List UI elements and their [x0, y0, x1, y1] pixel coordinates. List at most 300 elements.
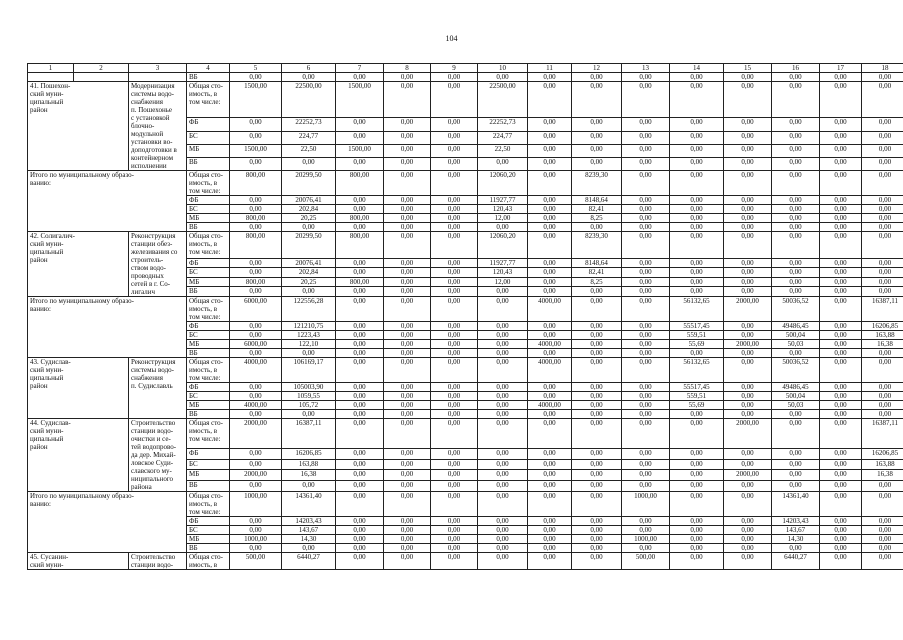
value-cell: 0,00	[384, 223, 431, 232]
value-cell: 0,00	[384, 448, 431, 459]
value-cell: 0,00	[862, 157, 903, 170]
value-cell: 0,00	[724, 481, 772, 492]
column-number: 4	[187, 64, 230, 73]
value-cell: 0,00	[820, 268, 862, 278]
value-cell: 0,00	[230, 258, 282, 268]
value-cell: 0,00	[862, 131, 903, 144]
value-cell: 0,00	[572, 410, 622, 419]
value-cell: 0,00	[670, 544, 724, 553]
value-cell: 0,00	[384, 205, 431, 214]
value-cell: 0,00	[820, 157, 862, 170]
value-cell: 0,00	[724, 553, 772, 570]
value-cell: 0,00	[572, 544, 622, 553]
value-cell: 0,00	[724, 401, 772, 410]
value-cell: 0,00	[622, 297, 670, 322]
source-label: ФБ	[187, 196, 230, 205]
value-cell: 0,00	[336, 322, 384, 331]
source-label: БС	[187, 268, 230, 278]
value-cell: 800,00	[230, 277, 282, 287]
value-cell: 0,00	[862, 287, 903, 297]
value-cell: 0,00	[862, 144, 903, 157]
value-cell: 0,00	[336, 258, 384, 268]
value-cell: 82,41	[572, 205, 622, 214]
value-cell: 0,00	[431, 492, 478, 517]
value-cell: 0,00	[724, 392, 772, 401]
value-cell: 0,00	[230, 481, 282, 492]
value-cell: 163,88	[282, 459, 336, 470]
value-cell: 0,00	[431, 392, 478, 401]
value-cell: 0,00	[431, 383, 478, 392]
value-cell: 0,00	[670, 492, 724, 517]
value-cell: 0,00	[478, 392, 528, 401]
value-cell: 0,00	[862, 223, 903, 232]
value-cell: 0,00	[478, 481, 528, 492]
value-cell: 0,00	[336, 535, 384, 544]
value-cell: 106169,17	[282, 358, 336, 383]
value-cell: 20,25	[282, 277, 336, 287]
value-cell: 0,00	[820, 401, 862, 410]
value-cell: 0,00	[528, 383, 572, 392]
value-cell: 0,00	[528, 171, 572, 196]
value-cell: 0,00	[862, 232, 903, 259]
header-row	[28, 64, 903, 73]
value-cell: 0,00	[724, 410, 772, 419]
value-cell: 0,00	[528, 410, 572, 419]
value-cell: 0,00	[282, 287, 336, 297]
value-cell: 0,00	[431, 171, 478, 196]
value-cell: 800,00	[230, 232, 282, 259]
value-cell: 0,00	[820, 410, 862, 419]
blank-cell	[28, 73, 74, 82]
value-cell: 2000,00	[724, 470, 772, 481]
value-cell: 0,00	[724, 157, 772, 170]
value-cell: 0,00	[431, 358, 478, 383]
source-label: БС	[187, 131, 230, 144]
value-cell: 0,00	[282, 410, 336, 419]
value-cell: 0,00	[478, 544, 528, 553]
value-cell: 0,00	[820, 535, 862, 544]
value-cell: 0,00	[622, 481, 670, 492]
subtotal-label: Итого по муниципальному образо- ванию:	[28, 171, 187, 232]
value-cell: 0,00	[820, 171, 862, 196]
value-cell: 0,00	[528, 232, 572, 259]
district-cell: 44. Судислав- ский муни- ципальный район	[28, 419, 129, 492]
value-cell: 0,00	[431, 157, 478, 170]
value-cell: 120,43	[478, 268, 528, 278]
value-cell: 0,00	[384, 331, 431, 340]
value-cell: 0,00	[230, 544, 282, 553]
value-cell: 0,00	[622, 410, 670, 419]
value-cell: 0,00	[230, 410, 282, 419]
column-number: 16	[772, 64, 820, 73]
value-cell: 0,00	[336, 526, 384, 535]
value-cell: 0,00	[528, 331, 572, 340]
value-cell: 0,00	[230, 517, 282, 526]
value-cell: 0,00	[431, 349, 478, 358]
value-cell: 0,00	[384, 481, 431, 492]
value-cell: 0,00	[772, 544, 820, 553]
value-cell: 0,00	[336, 517, 384, 526]
value-cell: 4000,00	[230, 358, 282, 383]
value-cell: 0,00	[622, 82, 670, 118]
value-cell: 0,00	[431, 419, 478, 449]
value-cell: 0,00	[528, 419, 572, 449]
value-cell: 0,00	[862, 82, 903, 118]
project-name: Строительство станции водо-	[129, 553, 187, 570]
value-cell: 1059,55	[282, 392, 336, 401]
value-cell: 0,00	[670, 277, 724, 287]
column-number: 1	[28, 64, 74, 73]
district-cell: 42. Солигалич- ский муни- ципальный район	[28, 232, 129, 297]
value-cell: 0,00	[478, 492, 528, 517]
value-cell: 0,00	[336, 73, 384, 82]
value-cell: 0,00	[384, 131, 431, 144]
value-cell: 0,00	[670, 131, 724, 144]
column-number: 5	[230, 64, 282, 73]
value-cell: 0,00	[528, 205, 572, 214]
value-cell: 0,00	[670, 448, 724, 459]
value-cell: 0,00	[431, 553, 478, 570]
value-cell: 0,00	[622, 144, 670, 157]
value-cell: 14203,43	[772, 517, 820, 526]
value-cell: 0,00	[820, 419, 862, 449]
value-cell: 0,00	[431, 401, 478, 410]
value-cell: 0,00	[670, 470, 724, 481]
value-cell: 0,00	[622, 322, 670, 331]
value-cell: 0,00	[862, 544, 903, 553]
value-cell: 800,00	[336, 277, 384, 287]
value-cell: 8239,30	[572, 171, 622, 196]
value-cell: 4000,00	[528, 358, 572, 383]
value-cell: 0,00	[622, 287, 670, 297]
value-cell: 0,00	[572, 144, 622, 157]
value-cell: 12060,20	[478, 232, 528, 259]
value-cell: 0,00	[724, 144, 772, 157]
value-cell: 0,00	[724, 196, 772, 205]
column-number: 12	[572, 64, 622, 73]
value-cell: 0,00	[384, 492, 431, 517]
value-cell: 0,00	[572, 401, 622, 410]
value-cell: 0,00	[622, 331, 670, 340]
value-cell: 0,00	[862, 358, 903, 383]
value-cell: 56132,65	[670, 358, 724, 383]
value-cell: 0,00	[528, 392, 572, 401]
value-cell: 0,00	[528, 544, 572, 553]
value-cell: 0,00	[670, 73, 724, 82]
value-cell: 0,00	[230, 131, 282, 144]
value-cell: 0,00	[724, 322, 772, 331]
value-cell: 0,00	[384, 419, 431, 449]
value-cell: 0,00	[282, 223, 336, 232]
value-cell: 500,04	[772, 331, 820, 340]
value-cell: 0,00	[622, 258, 670, 268]
value-cell: 202,84	[282, 205, 336, 214]
source-label: ФБ	[187, 448, 230, 459]
value-cell: 0,00	[862, 118, 903, 131]
value-cell: 0,00	[862, 277, 903, 287]
value-cell: 224,77	[478, 131, 528, 144]
value-cell: 11927,77	[478, 196, 528, 205]
value-cell: 2000,00	[724, 419, 772, 449]
value-cell: 0,00	[336, 131, 384, 144]
project-row	[28, 82, 903, 118]
value-cell: 0,00	[384, 118, 431, 131]
value-cell: 82,41	[572, 268, 622, 278]
total-label: Общая сто- имость, в том числе:	[187, 82, 230, 118]
column-number: 10	[478, 64, 528, 73]
value-cell: 0,00	[528, 492, 572, 517]
value-cell: 0,00	[230, 268, 282, 278]
value-cell: 0,00	[724, 517, 772, 526]
value-cell: 0,00	[572, 131, 622, 144]
value-cell: 0,00	[622, 544, 670, 553]
value-cell: 0,00	[336, 492, 384, 517]
value-cell: 163,88	[862, 459, 903, 470]
value-cell: 0,00	[431, 410, 478, 419]
value-cell: 0,00	[384, 544, 431, 553]
value-cell: 0,00	[478, 526, 528, 535]
value-cell: 1500,00	[336, 144, 384, 157]
value-cell: 0,00	[820, 349, 862, 358]
value-cell: 0,00	[622, 419, 670, 449]
source-label: ВБ	[187, 73, 230, 82]
value-cell: 0,00	[670, 205, 724, 214]
value-cell: 800,00	[336, 232, 384, 259]
value-cell: 0,00	[572, 535, 622, 544]
value-cell: 0,00	[862, 517, 903, 526]
value-cell: 0,00	[670, 419, 724, 449]
value-cell: 0,00	[820, 492, 862, 517]
value-cell: 0,00	[478, 157, 528, 170]
value-cell: 0,00	[478, 448, 528, 459]
value-cell: 0,00	[670, 535, 724, 544]
source-label: БС	[187, 459, 230, 470]
value-cell: 0,00	[772, 223, 820, 232]
column-number: 8	[384, 64, 431, 73]
value-cell: 0,00	[820, 544, 862, 553]
value-cell: 0,00	[384, 157, 431, 170]
value-cell: 0,00	[670, 118, 724, 131]
value-cell: 1223,43	[282, 331, 336, 340]
value-cell: 0,00	[862, 171, 903, 196]
value-cell: 0,00	[336, 383, 384, 392]
value-cell: 8148,64	[572, 258, 622, 268]
value-cell: 55517,45	[670, 322, 724, 331]
subtotal-row	[28, 492, 903, 517]
value-cell: 0,00	[820, 144, 862, 157]
value-cell: 0,00	[622, 358, 670, 383]
district-cell: 41. Пошехон- ский муни- ципальный район	[28, 82, 129, 171]
value-cell: 50036,52	[772, 358, 820, 383]
value-cell: 0,00	[384, 214, 431, 223]
value-cell: 0,00	[820, 287, 862, 297]
value-cell: 0,00	[572, 223, 622, 232]
value-cell: 0,00	[670, 410, 724, 419]
value-cell: 0,00	[724, 544, 772, 553]
value-cell: 0,00	[528, 517, 572, 526]
value-cell: 0,00	[820, 131, 862, 144]
value-cell: 0,00	[862, 196, 903, 205]
value-cell: 0,00	[384, 322, 431, 331]
value-cell: 0,00	[622, 157, 670, 170]
value-cell: 500,00	[230, 553, 282, 570]
value-cell: 0,00	[431, 214, 478, 223]
value-cell: 0,00	[772, 448, 820, 459]
value-cell: 0,00	[478, 553, 528, 570]
value-cell: 0,00	[431, 448, 478, 459]
value-cell: 0,00	[622, 392, 670, 401]
value-cell: 0,00	[772, 118, 820, 131]
total-label: Общая сто- имость, в	[187, 553, 230, 570]
value-cell: 0,00	[670, 214, 724, 223]
value-cell: 0,00	[384, 268, 431, 278]
value-cell: 0,00	[820, 448, 862, 459]
value-cell: 0,00	[336, 459, 384, 470]
value-cell: 0,00	[336, 481, 384, 492]
value-cell: 0,00	[772, 196, 820, 205]
value-cell: 143,67	[282, 526, 336, 535]
subtotal-row	[28, 297, 903, 322]
source-label: ФБ	[187, 322, 230, 331]
value-cell: 0,00	[336, 331, 384, 340]
value-cell: 0,00	[230, 322, 282, 331]
subtotal-row	[28, 171, 903, 196]
value-cell: 0,00	[820, 118, 862, 131]
value-cell: 0,00	[528, 82, 572, 118]
value-cell: 0,00	[478, 331, 528, 340]
value-cell: 121210,75	[282, 322, 336, 331]
source-label: ВБ	[187, 544, 230, 553]
value-cell: 122556,28	[282, 297, 336, 322]
value-cell: 0,00	[772, 157, 820, 170]
value-cell: 16,38	[862, 340, 903, 349]
value-cell: 0,00	[384, 349, 431, 358]
value-cell: 22,50	[282, 144, 336, 157]
value-cell: 0,00	[862, 392, 903, 401]
value-cell: 0,00	[862, 73, 903, 82]
value-cell: 0,00	[772, 410, 820, 419]
value-cell: 6440,27	[772, 553, 820, 570]
value-cell: 0,00	[724, 526, 772, 535]
value-cell: 0,00	[572, 349, 622, 358]
value-cell: 0,00	[431, 322, 478, 331]
source-label: БС	[187, 331, 230, 340]
value-cell: 0,00	[478, 517, 528, 526]
project-row	[28, 553, 903, 570]
value-cell: 120,43	[478, 205, 528, 214]
value-cell: 0,00	[431, 268, 478, 278]
value-cell: 0,00	[670, 144, 724, 157]
value-cell: 0,00	[772, 481, 820, 492]
value-cell: 0,00	[431, 118, 478, 131]
value-cell: 0,00	[670, 349, 724, 358]
value-cell: 0,00	[862, 553, 903, 570]
value-cell: 4000,00	[528, 297, 572, 322]
value-cell: 0,00	[724, 118, 772, 131]
value-cell: 0,00	[772, 349, 820, 358]
value-cell: 0,00	[820, 322, 862, 331]
value-cell: 0,00	[336, 419, 384, 449]
value-cell: 16387,11	[862, 297, 903, 322]
value-cell: 0,00	[820, 459, 862, 470]
column-number: 13	[622, 64, 670, 73]
value-cell: 0,00	[384, 277, 431, 287]
value-cell: 0,00	[724, 349, 772, 358]
value-cell: 0,00	[384, 526, 431, 535]
value-cell: 0,00	[622, 517, 670, 526]
value-cell: 0,00	[431, 526, 478, 535]
value-cell: 0,00	[670, 223, 724, 232]
value-cell: 0,00	[572, 340, 622, 349]
value-cell: 0,00	[820, 205, 862, 214]
value-cell: 4000,00	[528, 340, 572, 349]
value-cell: 0,00	[622, 268, 670, 278]
value-cell: 0,00	[572, 297, 622, 322]
value-cell: 0,00	[478, 410, 528, 419]
value-cell: 224,77	[282, 131, 336, 144]
value-cell: 0,00	[336, 268, 384, 278]
column-number: 9	[431, 64, 478, 73]
value-cell: 0,00	[230, 287, 282, 297]
value-cell: 0,00	[820, 214, 862, 223]
value-cell: 0,00	[336, 349, 384, 358]
column-number: 6	[282, 64, 336, 73]
value-cell: 20299,50	[282, 232, 336, 259]
value-cell: 0,00	[384, 144, 431, 157]
source-label: БС	[187, 205, 230, 214]
value-cell: 0,00	[724, 287, 772, 297]
value-cell: 0,00	[478, 459, 528, 470]
value-cell: 0,00	[431, 144, 478, 157]
value-cell: 8148,64	[572, 196, 622, 205]
table-row	[28, 73, 903, 82]
value-cell: 14,30	[772, 535, 820, 544]
value-cell: 0,00	[572, 459, 622, 470]
value-cell: 0,00	[431, 82, 478, 118]
value-cell: 1000,00	[622, 492, 670, 517]
value-cell: 0,00	[572, 358, 622, 383]
value-cell: 6000,00	[230, 340, 282, 349]
value-cell: 0,00	[820, 232, 862, 259]
value-cell: 0,00	[431, 205, 478, 214]
value-cell: 0,00	[384, 232, 431, 259]
value-cell: 0,00	[384, 517, 431, 526]
value-cell: 0,00	[384, 340, 431, 349]
total-label: Общая сто- имость, в том числе:	[187, 232, 230, 259]
value-cell: 22252,73	[478, 118, 528, 131]
value-cell: 0,00	[478, 340, 528, 349]
value-cell: 0,00	[478, 223, 528, 232]
value-cell: 0,00	[724, 331, 772, 340]
value-cell: 0,00	[724, 492, 772, 517]
value-cell: 0,00	[431, 232, 478, 259]
value-cell: 8,25	[572, 277, 622, 287]
value-cell: 0,00	[724, 459, 772, 470]
value-cell: 49486,45	[772, 383, 820, 392]
value-cell: 14,30	[282, 535, 336, 544]
value-cell: 55517,45	[670, 383, 724, 392]
value-cell: 0,00	[384, 358, 431, 383]
value-cell: 202,84	[282, 268, 336, 278]
subtotal-label: Итого по муниципальному образо- ванию:	[28, 492, 187, 553]
value-cell: 0,00	[478, 383, 528, 392]
value-cell: 0,00	[820, 553, 862, 570]
value-cell: 0,00	[622, 223, 670, 232]
value-cell: 55,69	[670, 340, 724, 349]
value-cell: 0,00	[772, 470, 820, 481]
value-cell: 0,00	[622, 232, 670, 259]
value-cell: 105,72	[282, 401, 336, 410]
